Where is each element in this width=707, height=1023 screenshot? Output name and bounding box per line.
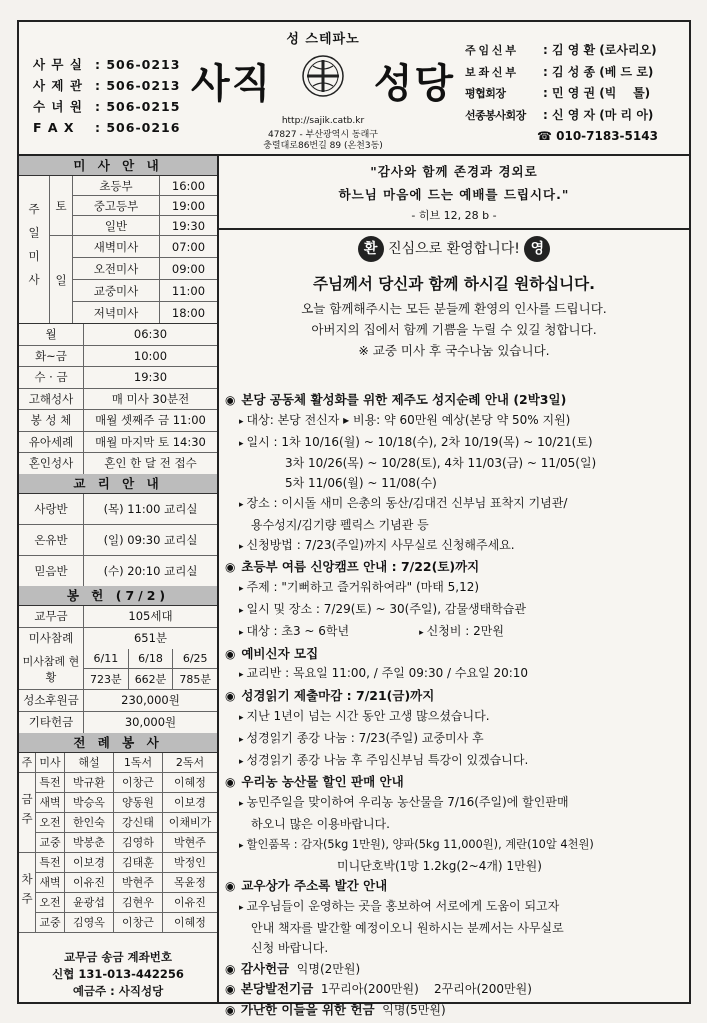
- serve-this-week-label: 금주: [19, 773, 36, 852]
- weekday-mass-row-value: 매 미사 30분전: [111, 391, 190, 406]
- serve-person: 이보경: [65, 853, 114, 872]
- edu-row: [19, 525, 217, 556]
- notice-line: 성경읽기 종강 나눔 : 7/23(주일) 교중미사 후: [246, 730, 484, 745]
- sat-mass-row-label: 중고등부: [73, 196, 160, 215]
- bullet-icon: ◉: [225, 646, 236, 661]
- triangle-icon: ▸: [239, 903, 244, 914]
- notice-line: 하오니 많은 이용바랍니다.: [251, 816, 390, 831]
- church-logo-icon: [301, 54, 345, 98]
- weekday-mass-row-value: 19:30: [133, 370, 168, 385]
- notice-title: 교우상가 주소록 발간 안내: [241, 878, 388, 894]
- serve-header-cell: 해설: [65, 753, 114, 772]
- serve-mass-name: 특전: [36, 773, 65, 792]
- mass-group-label: 주일미사: [19, 176, 50, 323]
- serve-next-week: [19, 853, 217, 933]
- welcome-body: [219, 298, 689, 361]
- serve-person: 목윤정: [174, 876, 206, 889]
- welcome-line-3: ※ 교중 미사 후 국수나눔 있습니다.: [358, 343, 550, 358]
- staff-line: 평협회장 : 민 영 권 (빅 톨): [465, 83, 658, 105]
- serve-person: 김영옥: [65, 913, 114, 932]
- serve-person: 박현주: [174, 836, 206, 849]
- mass-attendance-label: 미사참례 현황: [19, 649, 84, 689]
- bank-line-1: 교무금 송금 계좌번호: [64, 949, 172, 964]
- offer-section-title: 봉 헌 (7/2): [19, 586, 217, 606]
- sat-mass-row-label: 일반: [73, 216, 160, 235]
- contact-line: 사 무 실 : 506-0213: [33, 54, 180, 75]
- offer-row-value: 230,000원: [121, 693, 180, 707]
- contact-value: 506-0215: [106, 99, 181, 114]
- triangle-icon: ▸: [239, 670, 244, 681]
- staff-line: 보 좌 신 부 : 김 성 종 (베 드 로): [465, 62, 658, 84]
- sat-mass-row: [73, 176, 217, 196]
- notice-line: 장소 : 이시돌 새미 은총의 동산/김대건 신부님 표착지 기념관/: [246, 495, 568, 510]
- serve-person: 박봉춘: [65, 833, 114, 852]
- weekday-mass-row: [19, 432, 217, 454]
- offer-row-label: 기타헌금: [19, 712, 84, 733]
- notice-title: 우리농 농산물 할인 판매 안내: [241, 774, 404, 790]
- church-url[interactable]: http://sajik.catb.kr: [281, 116, 365, 126]
- notice-catechumen: [225, 644, 685, 687]
- serve-person: 이혜정: [174, 776, 206, 789]
- weekday-mass-row-value: 혼인 한 달 전 접수: [104, 456, 197, 471]
- weekday-mass-row: [19, 324, 217, 346]
- staff-name: 김 성 종 (베 드 로): [551, 64, 654, 79]
- scripture-quote: [219, 156, 689, 230]
- sun-mass-row: [73, 302, 217, 323]
- welcome-block: [219, 236, 689, 361]
- weekday-mass-row-label: 혼인성사: [19, 453, 84, 474]
- offer-row: [19, 628, 217, 649]
- serve-person: 박현주: [114, 873, 163, 892]
- serve-this-week: [19, 773, 217, 853]
- sun-mass-row-value: 18:00: [171, 305, 206, 320]
- church-subtitle: 성 스테파노: [286, 32, 360, 47]
- serve-person: 한인숙: [65, 813, 114, 832]
- notice-title: 예비신자 모집: [241, 645, 319, 661]
- welcome-line-1: 오늘 함께해주시는 모든 분들께 환영의 인사를 드립니다.: [301, 301, 607, 316]
- triangle-icon: ▸: [239, 627, 244, 638]
- serve-person: 이혜정: [174, 916, 206, 929]
- notice-line: 안내 책자를 발간할 예정이오니 원하시는 분께서는 사무실로: [251, 920, 564, 935]
- notice-line: 용수성지/김기량 펠릭스 기념관 등: [251, 517, 429, 532]
- sun-mass-row-value: 07:00: [171, 239, 206, 254]
- serve-person: 이유진: [65, 873, 114, 892]
- sidebar: [19, 156, 219, 1002]
- notice-poor-offering: [225, 1000, 685, 1021]
- staff-role: 주 임 신 부: [465, 44, 516, 57]
- serve-mass-name: 교중: [36, 833, 65, 852]
- contact-value: 506-0216: [106, 120, 181, 135]
- notice-title: 초등부 여름 신앙캠프 안내 : 7/22(토)까지: [241, 559, 480, 575]
- quote-line-1: "감사와 함께 존경과 경외로: [370, 164, 538, 179]
- notice-value: 1꾸리아(200만원) 2꾸리아(200만원): [320, 982, 532, 997]
- church-address: [183, 130, 463, 152]
- sun-mass-row-label: 저녁미사: [73, 302, 160, 323]
- weekday-mass-row-label: 화~금: [19, 346, 84, 367]
- bullet-icon: ◉: [225, 689, 236, 704]
- offer-row: [19, 712, 217, 733]
- serve-row: [36, 873, 217, 893]
- serve-person: 김영하: [114, 833, 163, 852]
- weekday-mass-row: [19, 410, 217, 432]
- mass-section-title: 미 사 안 내: [19, 156, 217, 176]
- offer-row: [19, 606, 217, 628]
- notice-line: 교리반 : 목요일 11:00, / 주일 09:30 / 수요일 20:10: [246, 666, 529, 681]
- serve-row: [36, 833, 217, 852]
- notice-line: 주제 : "기뻐하고 즐거워하여라" (마태 5,12): [246, 580, 480, 595]
- weekday-mass-row-value: 06:30: [133, 327, 168, 342]
- edu-row-label: 온유반: [19, 525, 84, 555]
- welcome-line-2: 아버지의 집에서 함께 기쁨을 누릴 수 있길 청합니다.: [311, 322, 597, 337]
- weekday-mass-row-value: 매월 마지막 토 14:30: [95, 434, 206, 449]
- serve-person: 김현우: [114, 893, 163, 912]
- welcome-seal-icon: 환: [358, 236, 384, 262]
- edu-row-label: 사랑반: [19, 494, 84, 524]
- notice-line: 신청비 : 2만원: [426, 623, 504, 638]
- church-title-block: [183, 22, 463, 154]
- notice-line: 신청방법 : 7/23(주일)까지 사무실로 신청해주세요.: [246, 537, 515, 552]
- triangle-icon: ▸: [239, 584, 244, 595]
- contact-line: F A X : 506-0216: [33, 117, 180, 138]
- notice-value: 익명(5만원): [382, 1003, 446, 1018]
- bullet-icon: ◉: [225, 961, 236, 976]
- serve-row: [36, 853, 217, 873]
- serve-person: 이보경: [174, 796, 206, 809]
- sat-mass-row-value: 19:00: [171, 198, 206, 213]
- staff-role: 선종봉사회장: [465, 108, 526, 122]
- phone-number: ☎ 010-7183-5143: [537, 129, 658, 143]
- attendance-date: 6/25: [182, 651, 208, 665]
- serve-person: 김태훈: [114, 853, 163, 872]
- sat-mass-row: [73, 196, 217, 216]
- notice-line: 일시 : 1차 10/16(월) ~ 10/18(수), 2차 10/19(목) ~ 10/21(토): [246, 434, 593, 449]
- notice-line: 대상 : 초3 ~ 6학년: [246, 623, 350, 638]
- serve-header-cell: 1독서: [114, 753, 163, 772]
- staff-list: [465, 40, 658, 148]
- address-line-1: 47827 - 부산광역시 동래구: [267, 130, 378, 140]
- serve-mass-name: 새벽: [36, 873, 65, 892]
- bullet-icon: ◉: [225, 393, 236, 407]
- contact-list: [33, 54, 180, 138]
- bullet-icon: ◉: [225, 1003, 236, 1018]
- triangle-icon: ▸: [419, 627, 424, 638]
- welcome-seal-icon-2: 영: [524, 236, 550, 262]
- serve-mass-name: 특전: [36, 853, 65, 872]
- notice-title: 본당 공동체 활성화를 위한 제주도 성지순례 안내 (2박3일): [241, 392, 567, 407]
- notice-bible-reading: [225, 686, 685, 772]
- sat-mass-row-value: 16:00: [171, 178, 206, 193]
- quote-line-2: 하느님 마음에 드는 예배를 드립시다.": [338, 187, 570, 202]
- serve-person: 박정인: [174, 856, 206, 869]
- weekday-mass-row-label: 봉 성 체: [19, 410, 84, 431]
- serve-row: [36, 913, 217, 932]
- mass-attendance-row: [19, 649, 217, 690]
- notice-list: [225, 390, 685, 1021]
- triangle-icon: ▸: [239, 756, 244, 767]
- title-left: 사직: [191, 61, 273, 107]
- sun-mass-row-label: 교중미사: [73, 280, 160, 301]
- attendance-value: 662분: [129, 669, 174, 689]
- offer-row-value: 651분: [133, 631, 168, 645]
- welcome-headline: 주님께서 당신과 함께 하시길 원하십니다.: [312, 275, 595, 293]
- main-content: [219, 156, 689, 1018]
- sun-mass-row: [73, 236, 217, 258]
- welcome-text: 진심으로 환영합니다!: [388, 241, 520, 257]
- serve-person: 박승옥: [65, 793, 114, 812]
- serve-mass-name: 오전: [36, 813, 65, 832]
- notice-line: 농민주일을 맞이하여 우리농 농산물을 7/16(주일)에 할인판매: [246, 795, 569, 810]
- notice-line: 일시 및 장소 : 7/29(토) ~ 30(주일), 감물생태학습관: [246, 601, 526, 616]
- triangle-icon: ▸: [239, 438, 244, 449]
- bullet-icon: ◉: [225, 982, 236, 997]
- sun-mass-row-label: 오전미사: [73, 258, 160, 279]
- serve-person: 윤광섭: [65, 893, 114, 912]
- staff-name: 신 영 자 (마 리 아): [551, 107, 654, 122]
- sun-mass-row-value: 09:00: [171, 261, 206, 276]
- serve-section-title: 전 례 봉 사: [19, 733, 217, 753]
- offer-row-label: 교무금: [19, 606, 84, 627]
- triangle-icon: ▸: [239, 416, 244, 427]
- contact-value: 506-0213: [106, 57, 181, 72]
- staff-name: 민 영 권 (빅 톨): [551, 86, 651, 100]
- staff-role: 보 좌 신 부: [465, 65, 516, 79]
- edu-row: [19, 494, 217, 525]
- address-line-2: 충렬대로86번길 89 (온천3동): [263, 141, 383, 151]
- sat-mass-row: [73, 216, 217, 235]
- edu-row-value: (수) 20:10 교리실: [103, 563, 198, 578]
- sat-label: 토: [50, 176, 73, 235]
- serve-row: [36, 893, 217, 913]
- weekday-mass-row: [19, 453, 217, 474]
- sun-label: 일: [50, 236, 73, 323]
- serve-row: [36, 773, 217, 793]
- weekday-mass-row-label: 고해성사: [19, 389, 84, 410]
- edu-row: [19, 556, 217, 586]
- sun-mass-row: [73, 258, 217, 280]
- serve-mass-name: 새벽: [36, 793, 65, 812]
- serve-person: 양동원: [114, 793, 163, 812]
- weekday-mass-row-value: 10:00: [133, 348, 168, 363]
- serve-next-week-label: 차주: [19, 853, 36, 932]
- notice-jeju-pilgrimage: [225, 390, 685, 557]
- quote-source: - 히브 12, 28 b -: [411, 209, 497, 222]
- edu-row-value: (목) 11:00 교리실: [103, 501, 198, 516]
- bulletin-page: [17, 20, 691, 1018]
- offer-row-label: 성소후원금: [19, 690, 84, 711]
- serve-header-cell: 미사: [36, 753, 65, 772]
- edu-section-title: 교 리 안 내: [19, 474, 217, 494]
- serve-row: [36, 793, 217, 813]
- bank-info: [19, 949, 217, 1000]
- notice-line: 5차 11/06(월) ~ 11/08(수): [285, 476, 437, 491]
- sat-mass-row-value: 19:30: [171, 218, 206, 233]
- sun-mass-row: [73, 280, 217, 302]
- contact-label: F A X: [33, 120, 75, 135]
- contact-line: 사 제 관 : 506-0213: [33, 75, 180, 96]
- sun-mass-row-label: 새벽미사: [73, 236, 160, 257]
- attendance-value: 723분: [84, 669, 129, 689]
- attendance-value: 785분: [179, 672, 211, 686]
- staff-role: 평협회장: [465, 87, 506, 100]
- weekday-mass-row-value: 매월 셋째주 금 11:00: [95, 413, 206, 428]
- notice-produce-sale: [225, 772, 685, 876]
- offer-row-value: 105세대: [128, 609, 173, 623]
- notice-line: 신청 바랍니다.: [251, 940, 329, 955]
- notice-summer-camp: [225, 557, 685, 643]
- staff-name: 김 영 환 (로사리오): [551, 43, 657, 57]
- sat-mass-row-label: 초등부: [73, 176, 160, 195]
- edu-row-value: (일) 09:30 교리실: [103, 532, 198, 547]
- serve-person: 이유진: [174, 896, 206, 909]
- notice-title: 가난한 이들을 위한 헌금: [240, 1002, 375, 1018]
- triangle-icon: ▸: [239, 840, 244, 851]
- serve-person: 강신태: [114, 813, 163, 832]
- notice-line: 대상: 본당 전신자 ▸ 비용: 약 60만원 예상(본당 약 50% 지원): [246, 412, 571, 427]
- offer-row-label: 미사참례: [19, 628, 84, 649]
- weekday-mass-row: [19, 389, 217, 411]
- notice-line: 성경읽기 종강 나눔 후 주임신부님 특강이 있겠습니다.: [246, 752, 529, 767]
- triangle-icon: ▸: [239, 734, 244, 745]
- weekday-mass-row-label: 수 · 금: [19, 367, 84, 388]
- staff-line: 주 임 신 부 : 김 영 환 (로사리오): [465, 40, 658, 62]
- edu-row-label: 믿음반: [19, 556, 84, 586]
- notice-title: 본당발전기금: [240, 981, 314, 997]
- notice-thanks-offering: [225, 959, 685, 980]
- notice-line: 교우님들이 운영하는 곳을 홍보하여 서로에게 도움이 되고자: [246, 899, 560, 914]
- notice-line: 미니단호박(1망 1.2kg(2~4개) 1만원): [337, 858, 542, 873]
- contact-label: 사 무 실: [33, 57, 83, 72]
- contact-line: 수 녀 원 : 506-0215: [33, 96, 180, 117]
- offer-row-value: 30,000원: [124, 715, 177, 729]
- bank-line-2: 신협 131-013-442256: [52, 966, 184, 981]
- notice-line: 3차 10/26(목) ~ 10/28(토), 4차 11/03(금) ~ 11/05(일): [285, 456, 597, 471]
- serve-row: [36, 813, 217, 833]
- notice-value: 익명(2만원): [296, 961, 361, 976]
- weekday-mass-row: [19, 346, 217, 368]
- mass-table: [19, 176, 217, 324]
- notice-shop-directory: [225, 876, 685, 958]
- notice-title: 성경읽기 제출마감 : 7/21(금)까지: [241, 688, 435, 704]
- bullet-icon: ◉: [225, 560, 236, 575]
- contact-value: 506-0213: [106, 78, 181, 93]
- serve-header-cell: 주: [19, 753, 36, 772]
- triangle-icon: ▸: [239, 499, 244, 510]
- offer-row: [19, 690, 217, 712]
- serve-mass-name: 교중: [36, 913, 65, 932]
- notice-title: 감사헌금: [240, 960, 290, 976]
- bullet-icon: ◉: [225, 879, 236, 894]
- serve-header-row: [19, 753, 217, 773]
- triangle-icon: ▸: [239, 712, 244, 723]
- title-right: 성당: [373, 61, 455, 107]
- attendance-date: 6/18: [129, 649, 174, 669]
- weekday-mass-row-label: 월: [19, 324, 84, 345]
- sun-mass-row-value: 11:00: [171, 283, 206, 298]
- serve-person: 이창근: [114, 773, 163, 792]
- triangle-icon: ▸: [239, 799, 244, 810]
- serve-person: 이채비가: [168, 816, 212, 829]
- serve-person: 박규환: [65, 773, 114, 792]
- notice-line: 할인품목 : 감자(5kg 1만원), 양파(5kg 11,000원), 계란(10알 4천원): [246, 837, 594, 851]
- staff-line: 선종봉사회장 : 신 영 자 (마 리 아): [465, 105, 658, 127]
- serve-mass-name: 오전: [36, 893, 65, 912]
- contact-label: 수 녀 원: [33, 99, 83, 114]
- notice-line: 지난 1년이 넘는 시간 동안 고생 많으셨습니다.: [246, 708, 490, 723]
- weekday-mass-row-label: 유아세례: [19, 432, 84, 453]
- triangle-icon: ▸: [239, 605, 244, 616]
- bullet-icon: ◉: [225, 775, 236, 790]
- bank-line-3: 예금주 : 사직성당: [72, 983, 164, 998]
- contact-label: 사 제 관: [33, 78, 83, 93]
- weekday-mass-row: [19, 367, 217, 389]
- serve-person: 이창근: [114, 913, 163, 932]
- attendance-date: 6/11: [84, 649, 129, 669]
- triangle-icon: ▸: [239, 541, 244, 552]
- notice-dev-fund: [225, 979, 685, 1000]
- welcome-title: [219, 236, 689, 262]
- serve-header-cell: 2독서: [175, 756, 205, 769]
- header: [19, 22, 689, 156]
